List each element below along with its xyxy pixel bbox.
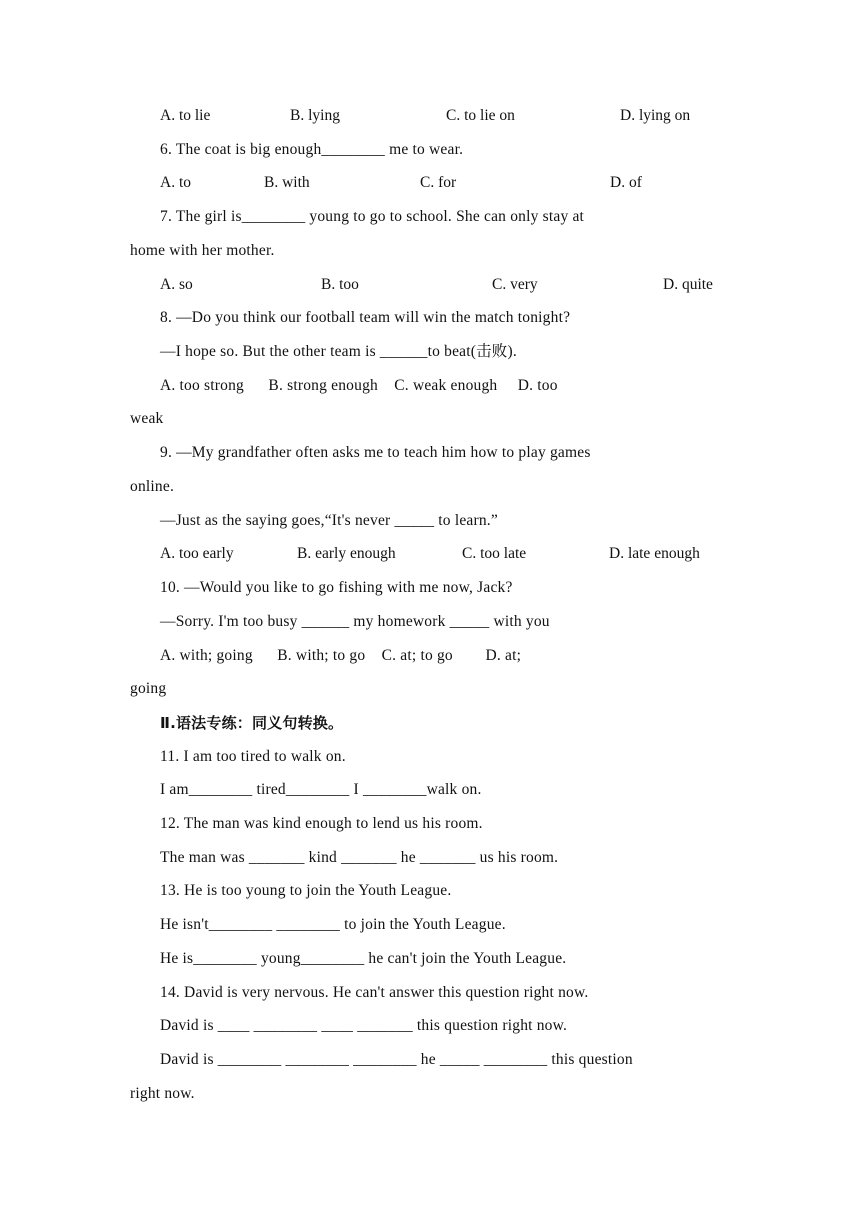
q13-answer-1: He isn't________ ________ to join the Youth League. [160, 916, 506, 933]
q6-option-c: C. for [420, 174, 457, 191]
q7-option-c: C. very [492, 276, 538, 293]
q5-option-b: B. lying [290, 107, 340, 124]
section-2-heading: Ⅱ.语法专练：同义句转换。 [160, 714, 344, 732]
q5-option-d: D. lying on [620, 107, 691, 124]
q14-answer-2-line1: David is ________ ________ ________ he _____ ________ this question [160, 1051, 633, 1068]
q10-options-line1: A. with; going B. with; to go C. at; to go D. at; [160, 647, 522, 664]
q14-answer-1: David is ____ ________ ____ _______ this question right now. [160, 1017, 568, 1034]
q8-reply: —I hope so. But the other team is ______to beat(击败). [160, 343, 517, 360]
q11-answer: I am________ tired________ I ________walk on. [160, 781, 482, 798]
q7-option-b: B. too [321, 276, 359, 293]
q9-option-d: D. late enough [609, 545, 700, 562]
q12-stem: 12. The man was kind enough to lend us his room. [160, 815, 483, 832]
q10-options-line2: going [130, 680, 167, 697]
q7-option-a: A. so [160, 276, 193, 293]
q10-reply: —Sorry. I'm too busy ______ my homework _____ with you [160, 613, 550, 630]
q9-option-c: C. too late [462, 545, 527, 562]
q9-option-a: A. too early [160, 545, 234, 562]
q9-option-b: B. early enough [297, 545, 396, 562]
q9-stem-line2: online. [130, 478, 175, 495]
q8-stem: 8. —Do you think our football team will win the match tonight? [160, 309, 571, 326]
q11-stem: 11. I am too tired to walk on. [160, 748, 346, 765]
q5-option-a: A. to lie [160, 107, 211, 124]
q6-option-b: B. with [264, 174, 310, 191]
q5-option-c: C. to lie on [446, 107, 515, 124]
q7-option-d: D. quite [663, 276, 713, 293]
q10-stem: 10. —Would you like to go fishing with me now, Jack? [160, 579, 513, 596]
q7-stem-line1: 7. The girl is________ young to go to school. She can only stay at [160, 208, 585, 225]
q6-option-a: A. to [160, 174, 191, 191]
q13-answer-2: He is________ young________ he can't join the Youth League. [160, 950, 567, 967]
q13-stem: 13. He is too young to join the Youth League. [160, 882, 452, 899]
q6-option-d: D. of [610, 174, 642, 191]
q14-stem: 14. David is very nervous. He can't answer this question right now. [160, 984, 589, 1001]
q9-reply: —Just as the saying goes,“It's never _____ to learn.” [160, 512, 498, 529]
q12-answer: The man was _______ kind _______ he _______ us his room. [160, 849, 559, 866]
q6-stem: 6. The coat is big enough________ me to wear. [160, 141, 464, 158]
q14-answer-2-line2: right now. [130, 1085, 195, 1102]
q7-stem-line2: home with her mother. [130, 242, 275, 259]
q9-stem-line1: 9. —My grandfather often asks me to teach him how to play games [160, 444, 591, 461]
q8-options-line1: A. too strong B. strong enough C. weak enough D. too [160, 377, 558, 394]
q8-options-line2: weak [130, 410, 164, 427]
